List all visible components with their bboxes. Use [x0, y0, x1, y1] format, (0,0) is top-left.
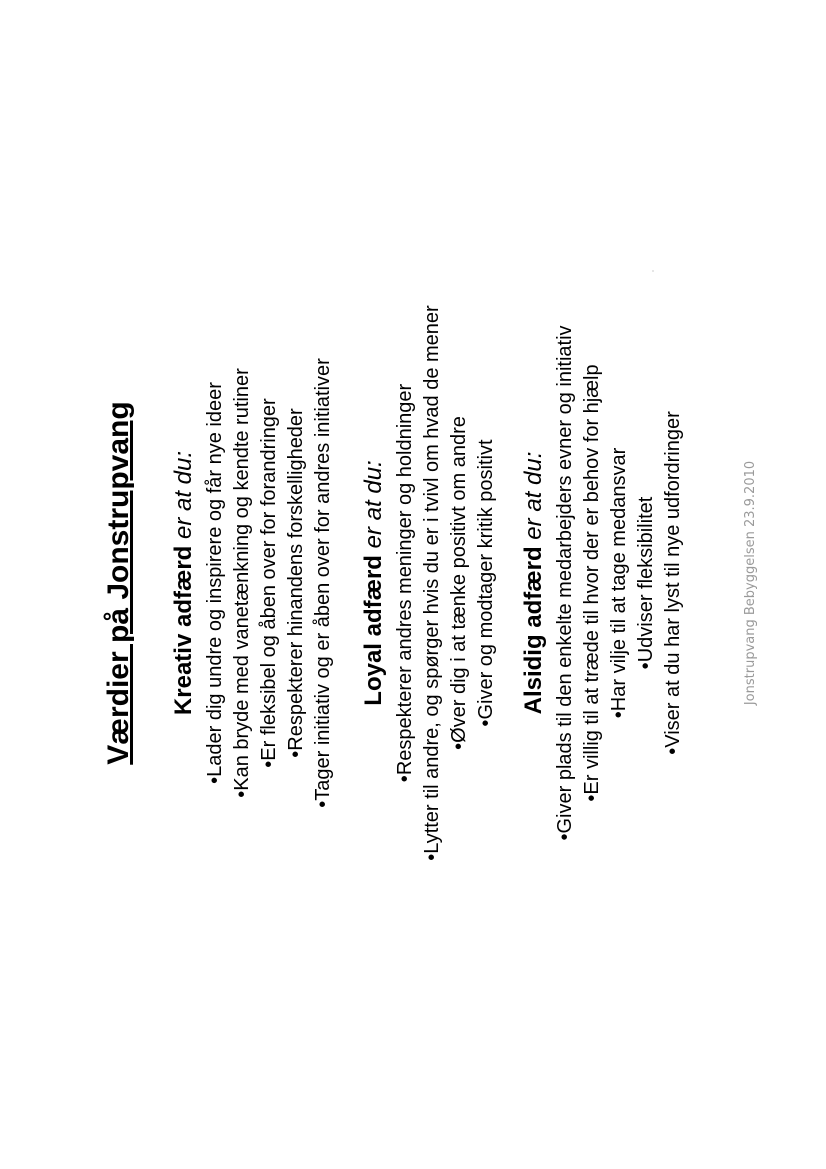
list-item: • Øver dig i at tænke positivt om andre — [446, 83, 473, 1083]
list-item: • Respekterer hinandens forskelligheder — [283, 83, 310, 1083]
list-item: • Respekterer andres meninger og holdninger — [392, 83, 419, 1083]
list-item: • Er villig til at træde til hvor der er behov for hjælp — [579, 83, 606, 1083]
section-heading-bold: Kreativ adfærd — [170, 545, 197, 716]
list-item: • Giver plads til den enkelte medarbejders evner og initiativ — [552, 83, 579, 1083]
page-title: Værdier på Jonstrupvang — [102, 401, 135, 765]
section-alsidig — [518, 83, 687, 1083]
section-heading — [518, 83, 550, 1083]
section-heading — [358, 83, 390, 1083]
list-item: • Lytter til andre, og spørger hvis du er i tvivl om hvad de mener — [419, 83, 446, 1083]
list-item: • Viser at du har lyst til nye udfordringer — [660, 83, 687, 1083]
section-heading-italic: er at du: — [360, 460, 387, 556]
list-item: • Har vilje til at tage medansvar — [606, 83, 633, 1083]
section-heading — [168, 83, 200, 1083]
list-item: • Lader dig undre og inspirere og får nye ideer — [202, 83, 229, 1083]
bullet-list — [392, 83, 500, 1083]
list-item: • Tager initiativ og er åben over for andres initiativer — [310, 83, 337, 1083]
footer-text: Jonstrupvang Bebyggelsen 23.9.2010 — [743, 460, 758, 706]
section-loyal — [358, 83, 500, 1083]
section-heading-italic: er at du: — [520, 451, 547, 547]
section-kreativ — [168, 83, 337, 1083]
section-heading-italic: er at du: — [170, 450, 197, 546]
list-item: • Giver og modtager kritik positivt — [473, 83, 500, 1083]
section-heading-bold: Alsidig adfærd — [520, 546, 547, 715]
section-heading-bold: Loyal adfærd — [360, 555, 387, 706]
bullet-list — [202, 83, 337, 1083]
list-item: • Udviser fleksibilitet — [633, 83, 660, 1083]
bullet-list — [552, 83, 687, 1083]
rotated-slide — [100, 83, 758, 1083]
list-item: • Er fleksibel og åben over for forandringer — [256, 83, 283, 1083]
list-item: • Kan bryde med vanetænkning og kendte rutiner — [229, 83, 256, 1083]
